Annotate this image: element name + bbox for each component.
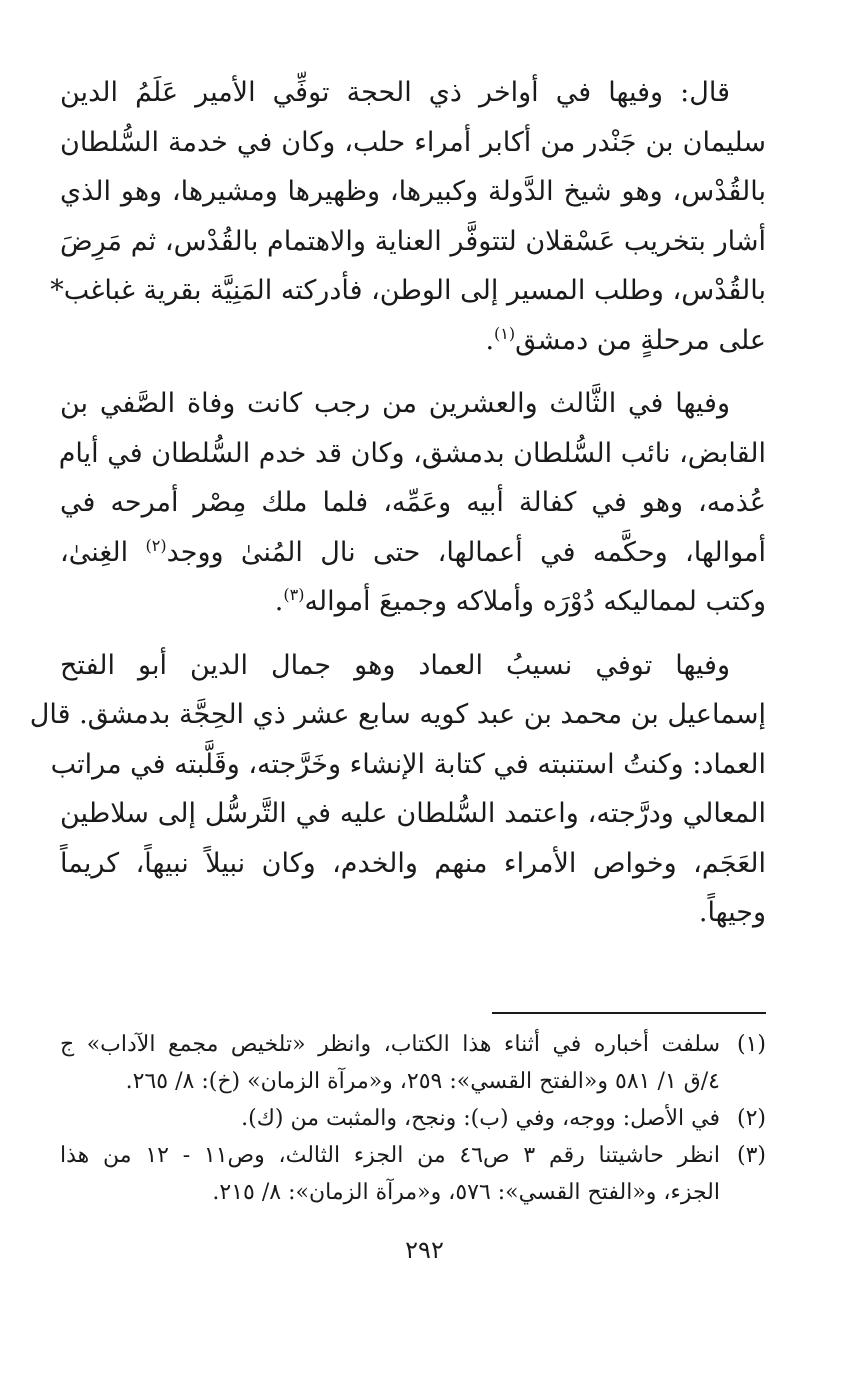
text-line: أموالها، وحكَّمه في أعمالها، حتى نال المُنىٰ ووجد [166,536,767,568]
text-line: عُذمه، وهو في كفالة أبيه وعَمِّه، فلما ملك مِصْر أمرحه في [60,487,766,518]
text-line-with-footnote [60,528,766,578]
footnote-reference: (٢) [145,535,167,555]
footnotes [60,1026,766,1211]
footnote [60,1100,766,1137]
footnote [60,1137,766,1211]
paragraph-2 [60,379,766,627]
page-number: ٢٩٢ [405,1236,444,1264]
line-end-punctuation: . [274,586,284,617]
text-line: على مرحلةٍ من دمشق [515,324,766,356]
footnote-number: (١) [736,1032,766,1057]
footnote-line: ٤/ق ١/ ٥٨١ و«الفتح القسي»: ٢٥٩، و«مرآة الزمان» (خ): ٨/ ٢٦٥. [125,1069,720,1094]
text-line-with-footnote [60,316,766,366]
footnote-text [60,1100,720,1137]
text-line: أشار بتخريب عَسْقلان لتتوفَّر العناية والاهتمام بالقُدْس، ثم مَرِضَ [60,225,766,257]
footnote-text [60,1026,720,1100]
text-line: إسماعيل بن محمد بن عبد كويه سابع عشر ذي الحِجَّة بدمشق. قال [29,699,766,730]
footnote-number: (٣) [736,1143,766,1168]
line-end-punctuation: . [485,324,495,356]
paragraph-3 [29,641,766,938]
text-line: العماد: وكنتُ استنبته في كتابة الإنشاء وخَرَّجته، وقَلَّبته في مراتب [50,748,766,780]
footnote-line: سلفت أخباره في أثناء هذا الكتاب، وانظر «تلخيص مجمع الآداب» ج [60,1032,720,1057]
footnote-line: الجزء، و«الفتح القسي»: ٥٧٦، و«مرآة الزمان»: ٨/ ٢١٥. [212,1180,720,1205]
footnote-reference: (٣) [283,585,305,604]
main-text [29,68,767,952]
text-line: وفيها توفي نسيبُ العماد وهو جمال الدين أبو الفتح [60,649,730,681]
text-line: سليمان بن جَنْدر من أكابر أمراء حلب، وكان في خدمة السُّلطان [60,126,766,158]
footnote-text [60,1137,720,1211]
footnote-number: (٢) [736,1106,766,1131]
footnote-separator [492,1012,766,1014]
text-line: العَجَم، وخواص الأمراء منهم والخدم، وكان نبيلاً نبيهاً، كريماً [60,847,766,879]
footnote-line: في الأصل: ووجه، وفي (ب): ونجح، والمثبت من (ك). [241,1106,720,1131]
footnote-reference: (١) [494,323,516,343]
footnote-line: انظر حاشيتنا رقم ٣ ص٤٦ من الجزء الثالث، وص١١ - ١٢ من هذا [60,1143,721,1168]
text-line-with-footnote [60,577,766,627]
footnote [60,1026,766,1100]
text-line: وفيها في الثَّالث والعشرين من رجب كانت وفاة الصَّفي بن [60,388,730,419]
text-line-tail: الغِنىٰ، [60,536,146,568]
text-line: قال: وفيها في أواخر ذي الحجة توفِّي الأمير عَلَمُ الدين [60,77,730,108]
text-line: القابض، نائب السُّلطان بدمشق، وكان قد خدم السُّلطان في أيام [58,437,766,469]
paragraph-1 [50,68,766,365]
text-line: المعالي ودرَّجته، واعتمد السُّلطان عليه في التَّرسُّل إلى سلاطين [60,798,766,829]
text-line: وجيهاً. [698,897,766,928]
text-line: بالقُدْس، وطلب المسير إلى الوطن، فأدركته المَنِيَّة بقرية غباغب* [50,275,766,306]
text-line: بالقُدْس، وهو شيخ الدَّولة وكبيرها، وظهيرها ومشيرها، وهو الذي [60,176,766,207]
text-line: وكتب لمماليكه دُوْرَه وأملاكه وجميعَ أمواله [304,586,766,617]
